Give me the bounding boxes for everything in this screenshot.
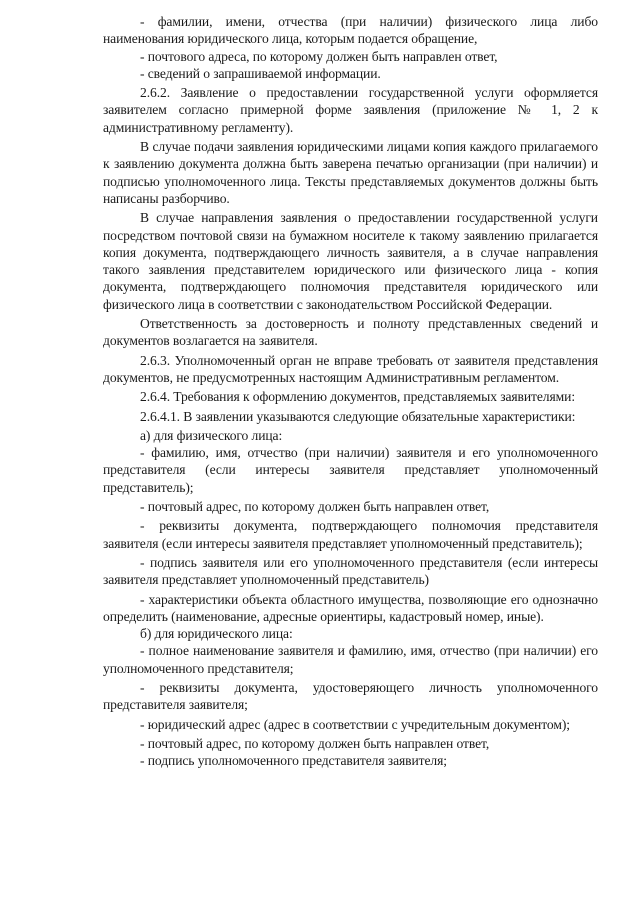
- document-page: [103, 13, 598, 769]
- paragraph-requested-info: - сведений о запрашиваемой информации.: [140, 65, 381, 81]
- list-item-property-characteristics: - характеристики объекта областного имущества, позволяющие его однозначно определить (наименование, адресные ориентиры, кадастровый номер, иные).: [103, 591, 598, 624]
- paragraph-legal-entity-copies: В случае подачи заявления юридическими лицами копия каждого прилагаемого к заявлению документа должна быть заверена печатью организации (при наличии) и подписью уполномоченного лица. Тексты представляемых документов должны быть написаны разборчиво.: [103, 139, 598, 206]
- list-item-legal-signature: - подпись уполномоченного представителя заявителя;: [140, 753, 447, 769]
- paragraph-2-6-2: 2.6.2. Заявление о предоставлении государственной услуги оформляется заявителем согласно примерной форме заявления (приложение № 1, 2 к административному регламенту).: [103, 85, 598, 135]
- list-item-legal-address: - юридический адрес (адрес в соответствии с учредительным документом);: [140, 716, 570, 732]
- list-item-legal-postal: - почтовый адрес, по которому должен быть направлен ответ,: [140, 735, 490, 751]
- paragraph-2-6-3: 2.6.3. Уполномоченный орган не вправе требовать от заявителя представления документов, не предусмотренных настоящим Административным регламентом.: [103, 352, 598, 385]
- list-item-individual-authority-doc: - реквизиты документа, подтверждающего полномочия представителя заявителя (если интересы заявителя представляет уполномоченный представитель);: [103, 518, 598, 551]
- paragraph-applicant-name: - фамилии, имени, отчества (при наличии) физического лица либо наименования юридического лица, которым подается обращение,: [103, 14, 598, 47]
- paragraph-individual-heading: а) для физического лица:: [140, 427, 283, 443]
- paragraph-postal-address: - почтового адреса, по которому должен быть направлен ответ,: [140, 48, 498, 64]
- list-item-individual-postal: - почтовый адрес, по которому должен быть направлен ответ,: [140, 499, 490, 515]
- list-item-individual-name: - фамилию, имя, отчество (при наличии) заявителя и его уполномоченного представителя (если интересы заявителя представляет уполномоченный представитель);: [103, 445, 598, 495]
- paragraph-postal-submission: В случае направления заявления о предоставлении государственной услуги посредством почтовой связи на бумажном носителе к такому заявлению прилагается копия документа, подтверждающего личность заявителя, а в случае направления такого заявления представителем юридического или физического лица - копия документа, подтверждающего полномочия представителя юридического или физического лица в соответствии с законодательством Российской Федерации.: [103, 210, 598, 312]
- paragraph-responsibility: Ответственность за достоверность и полноту представленных сведений и документов возлагается на заявителя.: [103, 316, 598, 349]
- list-item-legal-name: - полное наименование заявителя и фамилию, имя, отчество (при наличии) его уполномоченного представителя;: [103, 643, 598, 676]
- paragraph-legal-entity-heading: б) для юридического лица:: [140, 626, 293, 642]
- list-item-legal-identity-doc: - реквизиты документа, удостоверяющего личность уполномоченного представителя заявителя;: [103, 679, 598, 713]
- paragraph-2-6-4: 2.6.4. Требования к оформлению документов, представляемых заявителями:: [140, 389, 576, 405]
- paragraph-2-6-4-1: 2.6.4.1. В заявлении указываются следующие обязательные характеристики:: [140, 408, 576, 424]
- list-item-individual-signature: - подпись заявителя или его уполномоченного представителя (если интересы заявителя представляет уполномоченный представитель): [103, 554, 598, 588]
